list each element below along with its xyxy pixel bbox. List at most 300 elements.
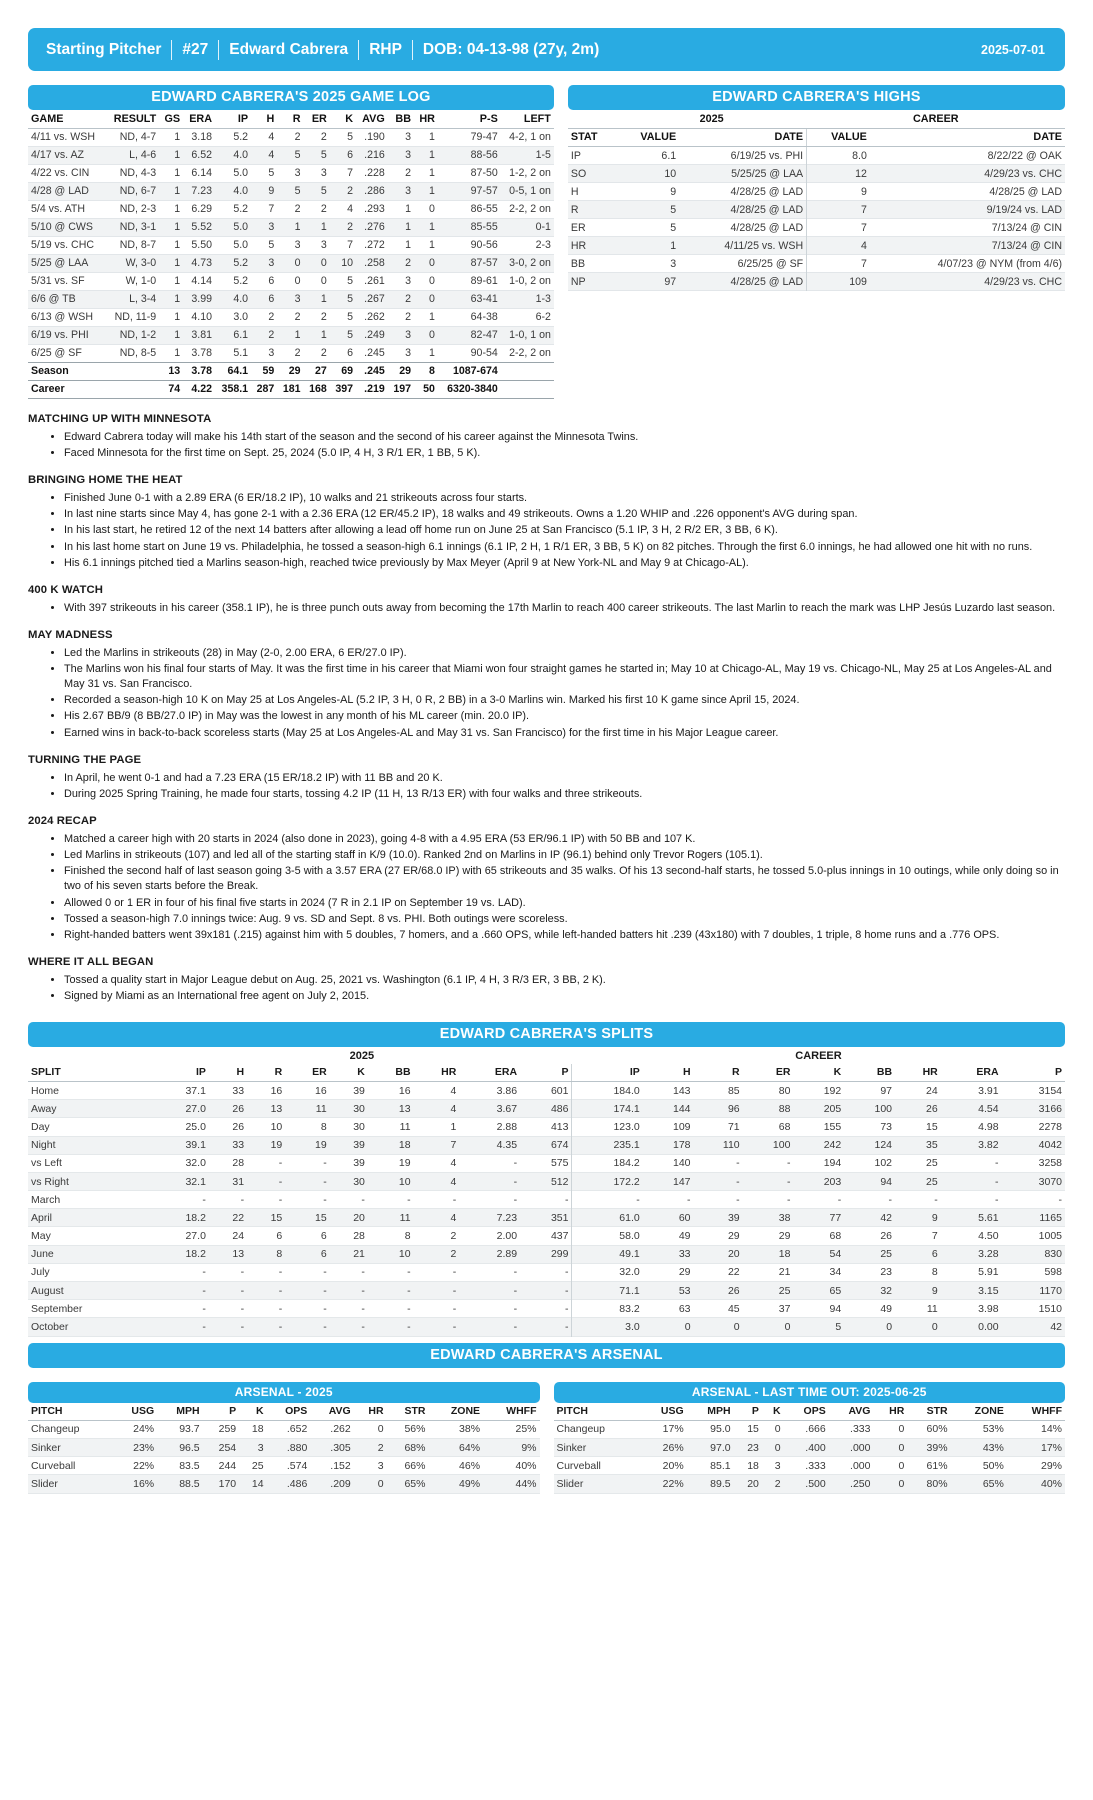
game-log-cell: 3.81 bbox=[191, 329, 213, 341]
game-log-cell: 4 bbox=[268, 149, 275, 161]
arsenal-2025-cell: 2 bbox=[377, 1441, 384, 1454]
splits-cell: 4 bbox=[450, 1102, 457, 1115]
splits-cell: 143 bbox=[673, 1084, 691, 1097]
game-log-cell: 4.0 bbox=[233, 185, 249, 197]
game-log-cell: 2 bbox=[294, 203, 301, 215]
arsenal-last-out-cell: 97.0 bbox=[710, 1441, 731, 1454]
game-log-total-cell: 6320-3840 bbox=[438, 380, 501, 398]
game-log-cell: L, 4-6 bbox=[129, 149, 157, 161]
splits-cell: 32.0 bbox=[185, 1157, 206, 1170]
arsenal-2025-section bbox=[28, 1382, 540, 1494]
game-log-row bbox=[28, 128, 554, 146]
splits-table bbox=[28, 1047, 1065, 1336]
splits-cell: 4.50 bbox=[978, 1230, 999, 1243]
splits-cell: 413 bbox=[550, 1120, 569, 1133]
arsenal-left-header-row bbox=[28, 1403, 540, 1421]
arsenal-last-out-cell: 29% bbox=[1040, 1459, 1062, 1472]
splits-cell: - bbox=[452, 1302, 457, 1315]
game-log-cell: 1 bbox=[405, 221, 412, 233]
game-log-cell: 3.99 bbox=[191, 293, 213, 305]
splits-cell: 26 bbox=[727, 1284, 740, 1297]
splits-cell: 299 bbox=[550, 1248, 569, 1261]
player-identity bbox=[44, 40, 609, 60]
splits-cell: 124 bbox=[874, 1139, 893, 1152]
splits-cell: 4 bbox=[450, 1084, 457, 1097]
arsenal-last-out-cell: 0 bbox=[774, 1441, 781, 1454]
splits-cell: 0 bbox=[931, 1321, 938, 1334]
splits-cell: 22 bbox=[727, 1266, 740, 1279]
splits-cell: - bbox=[934, 1193, 938, 1206]
splits-cell: 13 bbox=[270, 1102, 283, 1115]
highs-cell: 4/11/25 vs. WSH bbox=[724, 239, 804, 252]
highs-col-2: DATE bbox=[679, 128, 806, 147]
game-log-col-avg: AVG bbox=[356, 110, 388, 128]
splits-cell: - bbox=[513, 1157, 518, 1170]
arsenal-2025-cell: 0 bbox=[377, 1477, 384, 1490]
arsenal-2025-cell: 254 bbox=[218, 1441, 237, 1454]
notes-heading: 400 K WATCH bbox=[28, 583, 103, 596]
splits-cell: - bbox=[323, 1284, 327, 1297]
game-log-col-p-s: P-S bbox=[438, 110, 501, 128]
splits-header-row bbox=[28, 1064, 1065, 1082]
splits-cell: - bbox=[240, 1302, 245, 1315]
game-log-total-cell bbox=[501, 380, 554, 398]
player-role: Starting Pitcher bbox=[46, 40, 162, 58]
game-log-total-cell: 197 bbox=[388, 380, 414, 398]
game-log-cell: 6.29 bbox=[191, 203, 213, 215]
notes-heading: WHERE IT ALL BEGAN bbox=[28, 956, 154, 969]
splits-cell: 4 bbox=[450, 1175, 457, 1188]
arsenal-2025-row bbox=[28, 1457, 540, 1475]
game-log-cell: 82-47 bbox=[470, 329, 498, 341]
arsenal-last-out-cell: 89.5 bbox=[710, 1477, 731, 1490]
game-log-row bbox=[28, 218, 554, 236]
arsenal-last-out-cell: Slider bbox=[556, 1477, 584, 1490]
game-log-cell: 6-2 bbox=[535, 311, 551, 323]
splits-cell: 3.67 bbox=[496, 1102, 518, 1115]
arsenal-2025-col-usg: USG bbox=[113, 1403, 158, 1421]
splits-cell: 192 bbox=[823, 1084, 842, 1097]
splits-cell: 34 bbox=[829, 1266, 842, 1279]
notes-heading: TURNING THE PAGE bbox=[28, 753, 142, 766]
arsenal-last-out-cell: Sinker bbox=[556, 1441, 587, 1454]
splits-col-3: R bbox=[247, 1064, 285, 1082]
splits-cell: 83.2 bbox=[572, 1300, 643, 1318]
player-throwing-hand: RHP bbox=[369, 40, 402, 58]
splits-cell: - bbox=[278, 1175, 283, 1188]
highs-row bbox=[568, 255, 1065, 273]
game-log-cell: .258 bbox=[364, 257, 385, 269]
game-log-cell: .286 bbox=[364, 185, 385, 197]
notes-heading: MATCHING UP WITH MINNESOTA bbox=[28, 412, 212, 425]
splits-cell: - bbox=[240, 1193, 245, 1206]
splits-cell: 18.2 bbox=[185, 1248, 206, 1261]
arsenal-last-out-cell: .333 bbox=[850, 1423, 871, 1436]
game-log-cell: 3 bbox=[405, 131, 412, 143]
splits-cell: - bbox=[786, 1193, 791, 1206]
splits-cell: 71 bbox=[727, 1120, 740, 1133]
highs-row bbox=[568, 147, 1065, 165]
game-log-cell: 1 bbox=[294, 329, 301, 341]
game-log-cell: 90-56 bbox=[470, 239, 498, 251]
highs-cell: NP bbox=[570, 275, 586, 288]
game-log-cell: 3 bbox=[294, 293, 301, 305]
arsenal-last-out-cell: 0 bbox=[898, 1441, 905, 1454]
highs-cell: 10 bbox=[664, 167, 677, 180]
arsenal-last-out-title: ARSENAL - LAST TIME OUT: 2025-06-25 bbox=[554, 1382, 1066, 1403]
highs-cell: 8/22/22 @ OAK bbox=[987, 149, 1062, 162]
splits-cell: - bbox=[513, 1193, 518, 1206]
player-header-banner bbox=[28, 28, 1065, 71]
splits-cell: 5 bbox=[835, 1321, 842, 1334]
notes-bullet: • In his last home start on June 19 vs. Philadelphia, he tossed a season-high 6.1 innings (6.1 IP, 2 H, 1 R/1 ER, 3 BB, 5 K) on 82 pitches. Through the first 6.0 innings, he had allowed one hit with no runs. bbox=[64, 540, 1065, 555]
splits-col-8: ERA bbox=[459, 1064, 520, 1082]
splits-cell: 9 bbox=[931, 1211, 938, 1224]
arsenal-2025-row bbox=[28, 1475, 540, 1493]
highs-cell: 97 bbox=[664, 275, 677, 288]
arsenal-2025-cell: Changeup bbox=[31, 1423, 80, 1436]
game-log-cell: 3 bbox=[405, 347, 412, 359]
splits-cell: Day bbox=[31, 1120, 50, 1133]
highs-section bbox=[568, 85, 1065, 291]
splits-cell: 147 bbox=[673, 1175, 691, 1188]
game-log-cell: 0-5, 1 on bbox=[509, 185, 551, 197]
game-log-cell: 6.14 bbox=[191, 167, 213, 179]
notes-section bbox=[28, 413, 1065, 1005]
game-log-cell: .228 bbox=[364, 167, 385, 179]
splits-row bbox=[28, 1100, 1065, 1118]
highs-cell: 7 bbox=[807, 219, 870, 237]
splits-cell: 242 bbox=[823, 1139, 842, 1152]
splits-cell: 3154 bbox=[1038, 1084, 1062, 1097]
arsenal-last-out-col-ops: OPS bbox=[784, 1403, 829, 1421]
game-log-cell: 5.52 bbox=[191, 221, 213, 233]
arsenal-last-out-cell: 50% bbox=[982, 1459, 1004, 1472]
splits-cell: 1005 bbox=[1038, 1230, 1062, 1243]
arsenal-2025-cell: .262 bbox=[330, 1423, 351, 1436]
game-log-cell: 5.1 bbox=[233, 347, 249, 359]
game-log-cell: 2-2, 2 on bbox=[509, 203, 551, 215]
splits-cell: - bbox=[278, 1321, 283, 1334]
game-log-row bbox=[28, 254, 554, 272]
arsenal-2025-cell: 93.7 bbox=[179, 1423, 200, 1436]
game-log-total-cell bbox=[106, 380, 160, 398]
game-log-cell: 1 bbox=[429, 311, 435, 323]
splits-cell: 100 bbox=[772, 1139, 791, 1152]
notes-bullet: • His 6.1 innings pitched tied a Marlins season-high, reached twice previously by Max Meyer (April 9 at New York-NL and May 9 at Chicago-AL). bbox=[64, 556, 1065, 571]
game-log-cell: 1 bbox=[174, 221, 181, 233]
notes-bullet: • Tossed a season-high 7.0 innings twice: Aug. 9 vs. SD and Sept. 8 vs. PHI. Both outings were scoreless. bbox=[64, 912, 1065, 927]
arsenal-left-body bbox=[28, 1420, 540, 1493]
arsenal-last-out-row bbox=[554, 1438, 1066, 1456]
game-log-col-era: ERA bbox=[183, 110, 215, 128]
game-log-cell: 5.0 bbox=[233, 239, 249, 251]
game-log-cell: 0 bbox=[429, 293, 435, 305]
highs-cell: 4/28/25 @ LAD bbox=[730, 185, 804, 198]
splits-cell: 26 bbox=[926, 1102, 938, 1115]
game-log-cell: 3 bbox=[294, 239, 301, 251]
game-log-cell: 2 bbox=[268, 329, 275, 341]
game-log-cell: 1 bbox=[174, 311, 181, 323]
arsenal-2025-cell: 170 bbox=[218, 1477, 237, 1490]
highs-group-blank bbox=[568, 110, 617, 128]
splits-cell: 144 bbox=[673, 1102, 691, 1115]
highs-cell: 6/19/25 vs. PHI bbox=[730, 149, 804, 162]
notes-bullet: • In last nine starts since May 4, has gone 2-1 with a 2.36 ERA (12 ER/45.2 IP), 18 walks and 49 strikeouts. Owns a 1.20 WHIP and .226 opponent's AVG during span. bbox=[64, 507, 1065, 522]
game-log-cell: .261 bbox=[364, 275, 385, 287]
game-log-body bbox=[28, 128, 554, 398]
splits-cell: 85 bbox=[727, 1084, 740, 1097]
splits-cell: 4042 bbox=[1038, 1139, 1062, 1152]
game-log-cell: 5 bbox=[347, 311, 354, 323]
splits-cell: - bbox=[564, 1302, 569, 1315]
arsenal-2025-cell: .574 bbox=[286, 1459, 308, 1472]
notes-bullet: • Right-handed batters went 39x181 (.215) against him with 5 doubles, 7 homers, and a .660 OPS, while left-handed batters hit .239 (43x180) with 7 doubles, 1 triple, 8 home runs and a .776 OPS. bbox=[64, 928, 1065, 943]
game-log-cell: 1 bbox=[174, 203, 181, 215]
splits-cell: 3166 bbox=[1038, 1102, 1062, 1115]
game-log-cell: 2 bbox=[405, 293, 412, 305]
splits-cell: - bbox=[202, 1266, 206, 1279]
game-log-cell: 3 bbox=[405, 185, 412, 197]
highs-cell: IP bbox=[570, 149, 581, 162]
highs-title: EDWARD CABRERA'S HIGHS bbox=[568, 85, 1065, 110]
splits-cell: 39 bbox=[727, 1211, 740, 1224]
splits-cell: 27.0 bbox=[185, 1102, 206, 1115]
splits-cell: 11 bbox=[315, 1102, 327, 1115]
splits-cell: 29 bbox=[778, 1230, 791, 1243]
splits-cell: 49.1 bbox=[572, 1245, 643, 1263]
game-log-cell: 2 bbox=[294, 311, 301, 323]
splits-cell: 30 bbox=[353, 1175, 365, 1188]
arsenal-last-out-cell: .333 bbox=[805, 1459, 826, 1472]
arsenal-2025-col-pitch: PITCH bbox=[28, 1403, 113, 1421]
game-log-cell: 5/19 vs. CHC bbox=[31, 239, 94, 251]
arsenal-last-out-col-p: P bbox=[734, 1403, 762, 1421]
splits-row bbox=[28, 1318, 1065, 1336]
splits-cell: 22 bbox=[232, 1211, 245, 1224]
splits-body bbox=[28, 1081, 1065, 1336]
game-log-total-cell: 287 bbox=[251, 380, 277, 398]
arsenal-last-out-cell: 40% bbox=[1040, 1477, 1062, 1490]
highs-cell: 5 bbox=[670, 221, 677, 234]
highs-cell: 3 bbox=[670, 257, 677, 270]
game-log-cell: 0 bbox=[429, 275, 435, 287]
splits-cell: 7 bbox=[450, 1139, 457, 1152]
splits-cell: Away bbox=[31, 1102, 57, 1115]
game-log-cell: 1 bbox=[320, 329, 327, 341]
game-log-cell: 1 bbox=[174, 167, 181, 179]
splits-cell: 42 bbox=[880, 1211, 893, 1224]
game-log-cell: 1 bbox=[320, 221, 327, 233]
splits-cell: 16 bbox=[398, 1084, 411, 1097]
game-log-cell: 1 bbox=[174, 293, 181, 305]
game-log-cell: 2 bbox=[320, 347, 327, 359]
splits-cell: 437 bbox=[550, 1230, 569, 1243]
splits-cell: March bbox=[31, 1193, 61, 1206]
splits-row bbox=[28, 1227, 1065, 1245]
game-log-cell: 4 bbox=[268, 131, 275, 143]
splits-cell: - bbox=[564, 1321, 569, 1334]
splits-row bbox=[28, 1154, 1065, 1172]
splits-cell: 18 bbox=[778, 1248, 791, 1261]
arsenal-right-header-row bbox=[554, 1403, 1066, 1421]
game-log-cell: 5.0 bbox=[233, 167, 249, 179]
splits-cell: 33 bbox=[232, 1139, 245, 1152]
notes-bullet: • Led Marlins in strikeouts (107) and led all of the starting staff in K/9 (10.0). Ranked 2nd on Marlins in IP (96.1) behind only Trevor Rogers (105.1). bbox=[64, 848, 1065, 863]
splits-cell: 24 bbox=[926, 1084, 938, 1097]
splits-col-6: BB bbox=[368, 1064, 414, 1082]
splits-cell: - bbox=[407, 1284, 411, 1297]
splits-cell: 2.89 bbox=[496, 1248, 518, 1261]
splits-col-9: P bbox=[520, 1064, 572, 1082]
arsenal-last-out-cell: 43% bbox=[982, 1441, 1004, 1454]
game-log-total-cell: .219 bbox=[356, 380, 388, 398]
splits-cell: 1510 bbox=[1038, 1302, 1062, 1315]
highs-cell: 7/13/24 @ CIN bbox=[991, 221, 1062, 234]
arsenal-2025-cell: 66% bbox=[404, 1459, 426, 1472]
splits-cell: April bbox=[31, 1211, 53, 1224]
splits-cell: 88 bbox=[778, 1102, 791, 1115]
arsenal-last-out-row bbox=[554, 1420, 1066, 1438]
game-log-total-cell: .245 bbox=[356, 362, 388, 380]
splits-cell: - bbox=[361, 1266, 365, 1279]
splits-section bbox=[28, 1022, 1065, 1336]
splits-cell: - bbox=[323, 1193, 327, 1206]
splits-cell: - bbox=[1058, 1193, 1062, 1206]
splits-cell: 109 bbox=[673, 1120, 691, 1133]
splits-cell: - bbox=[323, 1266, 327, 1279]
splits-cell: 71.1 bbox=[572, 1282, 643, 1300]
splits-cell: 49 bbox=[880, 1302, 893, 1315]
highs-cell: 4/29/23 vs. CHC bbox=[984, 275, 1062, 288]
arsenal-last-out-cell: .400 bbox=[805, 1441, 826, 1454]
splits-cell: - bbox=[202, 1302, 206, 1315]
splits-cell: - bbox=[278, 1193, 283, 1206]
game-log-row bbox=[28, 344, 554, 362]
arsenal-2025-cell: 23% bbox=[133, 1441, 155, 1454]
highs-col-4: DATE bbox=[870, 128, 1065, 147]
game-log-cell: 6/13 @ WSH bbox=[31, 311, 93, 323]
arsenal-2025-col-whff: WHFF bbox=[483, 1403, 539, 1421]
notes-list bbox=[46, 771, 1065, 802]
highs-cell: 12 bbox=[807, 165, 870, 183]
splits-cell: 25 bbox=[778, 1284, 791, 1297]
game-log-cell: ND, 2-3 bbox=[119, 203, 157, 215]
splits-row bbox=[28, 1136, 1065, 1154]
splits-cell: - bbox=[564, 1193, 569, 1206]
game-log-cell: 7 bbox=[268, 203, 275, 215]
splits-cell: 11 bbox=[926, 1302, 938, 1315]
game-log-cell: 1 bbox=[174, 275, 181, 287]
arsenal-2025-cell: 96.5 bbox=[179, 1441, 200, 1454]
arsenal-2025-cell: 38% bbox=[459, 1423, 481, 1436]
game-log-cell: 87-50 bbox=[470, 167, 498, 179]
game-log-cell: 5.2 bbox=[233, 203, 249, 215]
highs-col-0: STAT bbox=[568, 128, 617, 147]
splits-cell: 21 bbox=[778, 1266, 791, 1279]
game-log-cell: 88-56 bbox=[470, 149, 498, 161]
arsenal-2025-col-avg: AVG bbox=[310, 1403, 353, 1421]
splits-cell: - bbox=[572, 1191, 643, 1209]
notes-heading: MAY MADNESS bbox=[28, 628, 113, 641]
arsenal-last-out-section bbox=[554, 1382, 1066, 1494]
splits-cell: - bbox=[736, 1193, 740, 1206]
splits-cell: 97 bbox=[880, 1084, 893, 1097]
arsenal-title: EDWARD CABRERA'S ARSENAL bbox=[28, 1343, 1065, 1368]
splits-cell: 6 bbox=[276, 1230, 283, 1243]
arsenal-last-out-row bbox=[554, 1475, 1066, 1493]
highs-cell: H bbox=[570, 185, 579, 198]
game-log-section bbox=[28, 85, 554, 399]
splits-cell: 486 bbox=[550, 1102, 569, 1115]
splits-cell: 37 bbox=[778, 1302, 791, 1315]
game-log-cell: 6 bbox=[347, 149, 354, 161]
game-log-total-cell: 27 bbox=[304, 362, 330, 380]
splits-cell: 3.15 bbox=[978, 1284, 999, 1297]
game-log-cell: 3 bbox=[405, 329, 412, 341]
arsenal-2025-cell: .880 bbox=[286, 1441, 308, 1454]
highs-col-3: VALUE bbox=[807, 128, 870, 147]
arsenal-2025-table bbox=[28, 1403, 540, 1494]
game-log-col-hr: HR bbox=[414, 110, 438, 128]
highs-header-row bbox=[568, 128, 1065, 147]
game-log-cell: 0 bbox=[429, 257, 435, 269]
arsenal-last-out-row bbox=[554, 1457, 1066, 1475]
game-log-cell: 6.1 bbox=[233, 329, 249, 341]
game-log-cell: 1 bbox=[405, 203, 412, 215]
game-log-cell: ND, 3-1 bbox=[119, 221, 157, 233]
game-log-cell: 1 bbox=[429, 185, 435, 197]
splits-cell: - bbox=[736, 1157, 740, 1170]
game-log-cell: 5 bbox=[347, 329, 354, 341]
splits-cell: - bbox=[240, 1266, 245, 1279]
splits-cell: 33 bbox=[678, 1248, 691, 1261]
game-log-cell: 2 bbox=[294, 131, 301, 143]
splits-cell: 178 bbox=[673, 1139, 691, 1152]
game-log-cell: 7 bbox=[347, 239, 354, 251]
splits-cell: 25 bbox=[880, 1248, 893, 1261]
arsenal-last-out-col-pitch: PITCH bbox=[554, 1403, 641, 1421]
splits-cell: - bbox=[452, 1284, 457, 1297]
game-log-cell: ND, 8-7 bbox=[119, 239, 157, 251]
splits-cell: - bbox=[278, 1302, 283, 1315]
game-log-cell: 9 bbox=[268, 185, 275, 197]
highs-cell: 8.0 bbox=[807, 147, 870, 165]
arsenal-2025-title: ARSENAL - 2025 bbox=[28, 1382, 540, 1403]
arsenal-last-out-table bbox=[554, 1403, 1066, 1494]
game-log-total-cell: 50 bbox=[414, 380, 438, 398]
game-log-total-cell: Season bbox=[28, 362, 106, 380]
game-log-cell: 2-3 bbox=[535, 239, 551, 251]
arsenal-last-out-col-hr: HR bbox=[873, 1403, 907, 1421]
game-log-cell: 0 bbox=[320, 275, 327, 287]
splits-cell: 155 bbox=[823, 1120, 842, 1133]
arsenal-2025-col-hr: HR bbox=[354, 1403, 387, 1421]
splits-row bbox=[28, 1282, 1065, 1300]
highs-row bbox=[568, 237, 1065, 255]
arsenal-2025-cell: .305 bbox=[330, 1441, 351, 1454]
game-log-cell: 1 bbox=[405, 239, 412, 251]
player-dob: DOB: 04-13-98 (27y, 2m) bbox=[422, 40, 600, 58]
top-tables-row bbox=[28, 85, 1065, 399]
splits-cell: 15 bbox=[315, 1211, 327, 1224]
splits-cell: 30 bbox=[353, 1120, 365, 1133]
game-log-col-bb: BB bbox=[388, 110, 414, 128]
game-log-cell: 0 bbox=[294, 275, 301, 287]
splits-group-row bbox=[28, 1047, 1065, 1064]
arsenal-last-out-cell: 95.0 bbox=[710, 1423, 731, 1436]
notes-bullet: • Faced Minnesota for the first time on Sept. 25, 2024 (5.0 IP, 4 H, 3 R/1 ER, 1 BB, 5 K). bbox=[64, 446, 1065, 461]
